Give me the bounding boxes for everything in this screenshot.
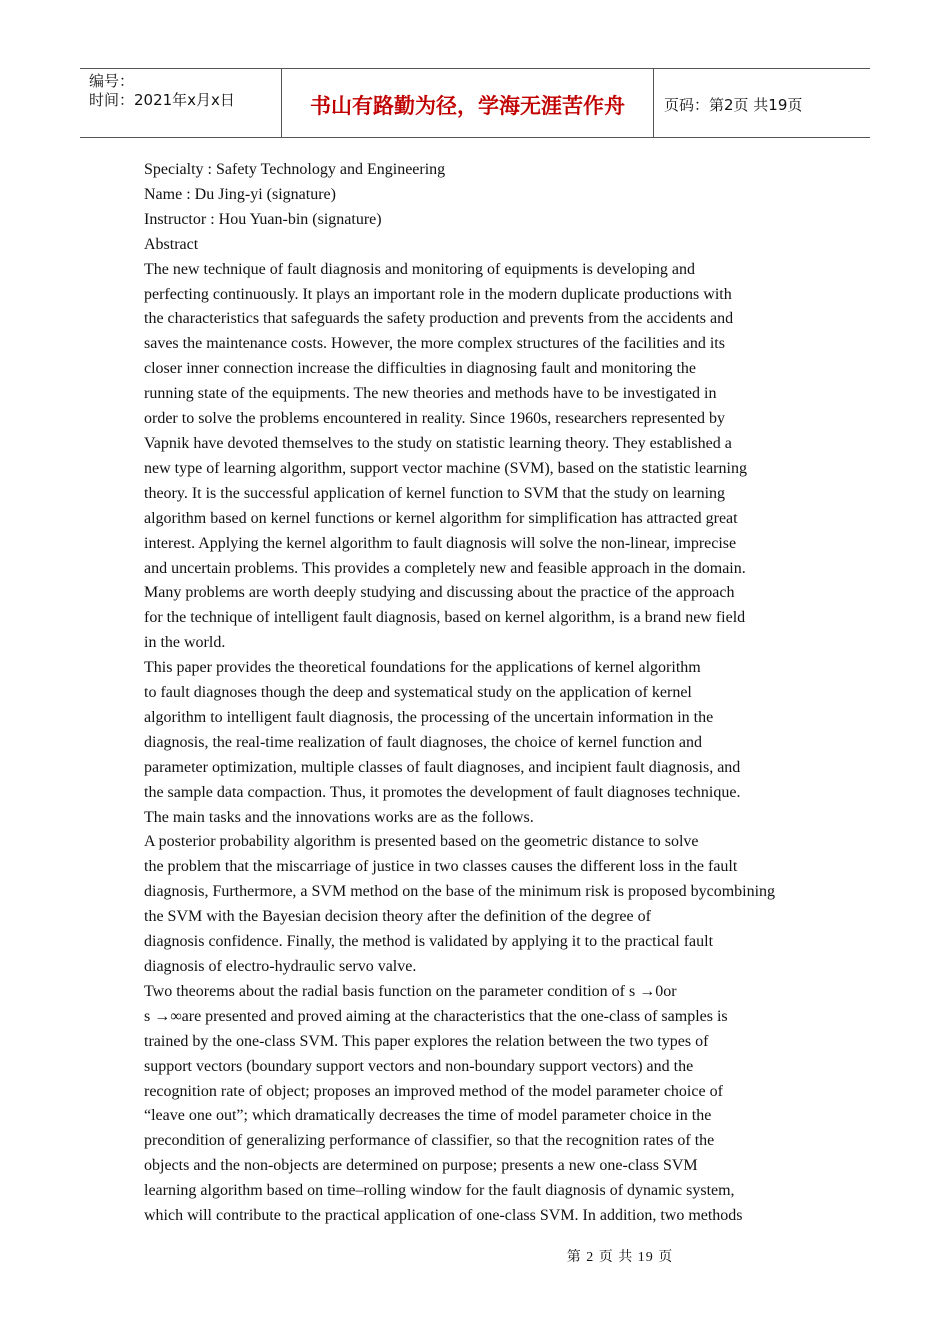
text-line: and uncertain problems. This provides a completely new and feasible approach in the domain.	[144, 559, 746, 577]
text-line: Abstract	[144, 235, 199, 253]
text-line: theory. It is the successful application of kernel function to SVM that the study on learning	[144, 484, 726, 502]
text-line: interest. Applying the kernel algorithm to fault diagnosis will solve the non-linear, imprecise	[144, 534, 737, 552]
text-line: the sample data compaction. Thus, it promotes the development of fault diagnoses technique.	[144, 783, 741, 801]
page-footer: 第 2 页 共 19 页	[566, 1250, 674, 1265]
time-label: 时间：2021年x月x日	[89, 91, 235, 109]
text-line: Name : Du Jing-yi (signature)	[144, 185, 336, 203]
text-line: Vapnik have devoted themselves to the study on statistic learning theory. They established a	[144, 434, 732, 452]
number-label: 编号：	[89, 72, 135, 90]
text-line: Many problems are worth deeply studying and discussing about the practice of the approach	[144, 584, 735, 602]
text-line: This paper provides the theoretical foundations for the applications of kernel algorithm	[144, 659, 701, 677]
text-line: saves the maintenance costs. However, the more complex structures of the facilities and its	[144, 335, 725, 353]
header-meta-cell	[80, 69, 282, 137]
text-line: The main tasks and the innovations works are as the follows.	[144, 808, 534, 826]
text-line: Instructor : Hou Yuan-bin (signature)	[144, 210, 382, 228]
text-line: diagnosis of electro-hydraulic servo valve.	[144, 958, 417, 975]
page-header	[80, 68, 870, 138]
text-line: learning algorithm based on time–rolling window for the fault diagnosis of dynamic system,	[144, 1182, 735, 1200]
text-line: in the world.	[144, 634, 226, 652]
text-line: order to solve the problems encountered in reality. Since 1960s, researchers represented by	[144, 410, 725, 428]
text-line: diagnosis confidence. Finally, the method is validated by applying it to the practical fault	[144, 933, 714, 951]
text-line: the characteristics that safeguards the safety production and prevents from the accidents and	[144, 310, 734, 328]
text-line: running state of the equipments. The new theories and methods have to be investigated in	[144, 385, 717, 403]
text-line: which will contribute to the practical application of one-class SVM. In addition, two methods	[144, 1207, 743, 1225]
text-line: s →∞are presented and proved aiming at the characteristics that the one-class of samples is	[144, 1007, 728, 1025]
text-line: perfecting continuously. It plays an important role in the modern duplicate productions with	[144, 285, 732, 303]
text-line: A posterior probability algorithm is presented based on the geometric distance to solve	[144, 833, 699, 851]
header-motto: 书山有路勤为径，学海无涯苦作舟	[282, 69, 654, 137]
text-line: the SVM with the Bayesian decision theory after the definition of the degree of	[144, 908, 651, 926]
header-page-info: 页码：第2页 共19页	[664, 96, 803, 114]
text-line: support vectors (boundary support vectors and non-boundary support vectors) and the	[144, 1057, 694, 1075]
text-line: new type of learning algorithm, support vector machine (SVM), based on the statistic learning	[144, 459, 747, 477]
text-line: algorithm based on kernel functions or kernel algorithm for simplification has attracted great	[144, 509, 738, 527]
text-line: algorithm to intelligent fault diagnosis, the processing of the uncertain information in the	[144, 708, 714, 726]
text-line: to fault diagnoses though the deep and systematical study on the application of kernel	[144, 684, 692, 702]
text-line: trained by the one-class SVM. This paper explores the relation between the two types of	[144, 1032, 709, 1050]
text-line: The new technique of fault diagnosis and monitoring of equipments is developing and	[144, 260, 695, 278]
document-body	[144, 158, 824, 1229]
text-line: Two theorems about the radial basis function on the parameter condition of s →0or	[144, 982, 677, 1000]
text-line: diagnosis, the real-time realization of fault diagnoses, the choice of kernel function and	[144, 733, 703, 751]
text-line: parameter optimization, multiple classes of fault diagnoses, and incipient fault diagnosis, and	[144, 758, 741, 776]
text-line: “leave one out”; which dramatically decreases the time of model parameter choice in the	[144, 1107, 712, 1125]
text-line: Specialty : Safety Technology and Engineering	[144, 161, 446, 178]
text-line: diagnosis, Furthermore, a SVM method on the base of the minimum risk is proposed bycombining	[144, 883, 776, 901]
text-line: for the technique of intelligent fault diagnosis, based on kernel algorithm, is a brand new field	[144, 609, 746, 627]
text-line: recognition rate of object; proposes an improved method of the model parameter choice of	[144, 1082, 723, 1100]
text-line: precondition of generalizing performance of classifier, so that the recognition rates of the	[144, 1132, 715, 1150]
text-line: closer inner connection increase the difficulties in diagnosing fault and monitoring the	[144, 360, 696, 378]
text-line: the problem that the miscarriage of justice in two classes causes the different loss in the fault	[144, 858, 738, 876]
text-line: objects and the non-objects are determined on purpose; presents a new one-class SVM	[144, 1157, 698, 1175]
